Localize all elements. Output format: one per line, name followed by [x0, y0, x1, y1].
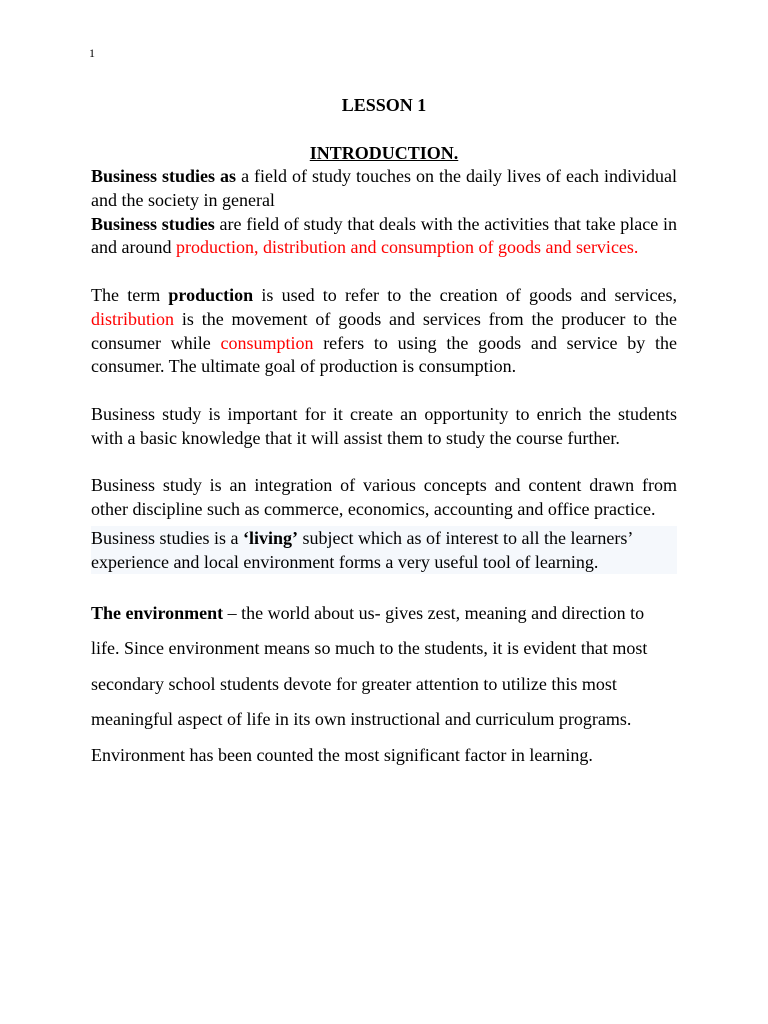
paragraph-environment — [91, 596, 677, 774]
paragraph-integration: Business study is an integration of various concepts and content drawn from other discipline such as commerce, economics, accounting and office practice. — [91, 475, 677, 520]
paragraph-text: refers to using the goods and service by the consumer. The ultimate goal of production is consumption. — [91, 332, 678, 377]
paragraph-text: a field of study touches on the daily lives of each individual and the society in general — [91, 166, 677, 210]
bold-term: The environment — [91, 602, 224, 623]
paragraph-text: is the movement of goods and services from the producer to the consumer while — [91, 308, 677, 353]
paragraph-text: are field of study that deals with the activities that take place in and around — [91, 213, 677, 258]
bold-term: ‘living’ — [243, 527, 299, 548]
lesson-title: LESSON 1 — [341, 95, 427, 115]
paragraph-text: The term — [91, 284, 169, 305]
paragraph-text: subject which as of interest to all the learners’ experience and local environment forms a very useful tool of learning. — [91, 527, 633, 572]
red-emphasis: distribution — [91, 308, 175, 329]
paragraph-text: – the world about us- gives zest, meaning and direction to life. Since environment means so much to the students, it is evident that most secondary school students devote for greater attention to utilize this most meaningful aspect of life in its own instructional and curriculum programs. Environment has been counted the most significant factor in learning. — [91, 602, 648, 765]
paragraph-definition-2 — [91, 213, 677, 261]
paragraph-importance: Business study is important for it create an opportunity to enrich the students with a basic knowledge that it will assist them to study the course further. — [91, 403, 677, 448]
paragraph-production-terms — [91, 284, 677, 379]
paragraph-text: is used to refer to the creation of goods and services, — [253, 284, 677, 305]
bold-term: Business studies as — [91, 166, 237, 186]
paragraph-text: Business studies is a — [91, 527, 244, 548]
introduction-heading: INTRODUCTION. — [309, 143, 459, 163]
red-emphasis: consumption — [220, 332, 314, 353]
paragraph-living-subject — [91, 526, 677, 574]
paragraph-definition-1 — [91, 165, 677, 213]
red-emphasis: production, distribution and consumption of goods and services. — [175, 237, 639, 258]
document-body — [91, 93, 677, 773]
bold-term: Business studies — [91, 213, 215, 234]
page-number: 1 — [89, 46, 95, 60]
bold-term: production — [168, 284, 254, 305]
